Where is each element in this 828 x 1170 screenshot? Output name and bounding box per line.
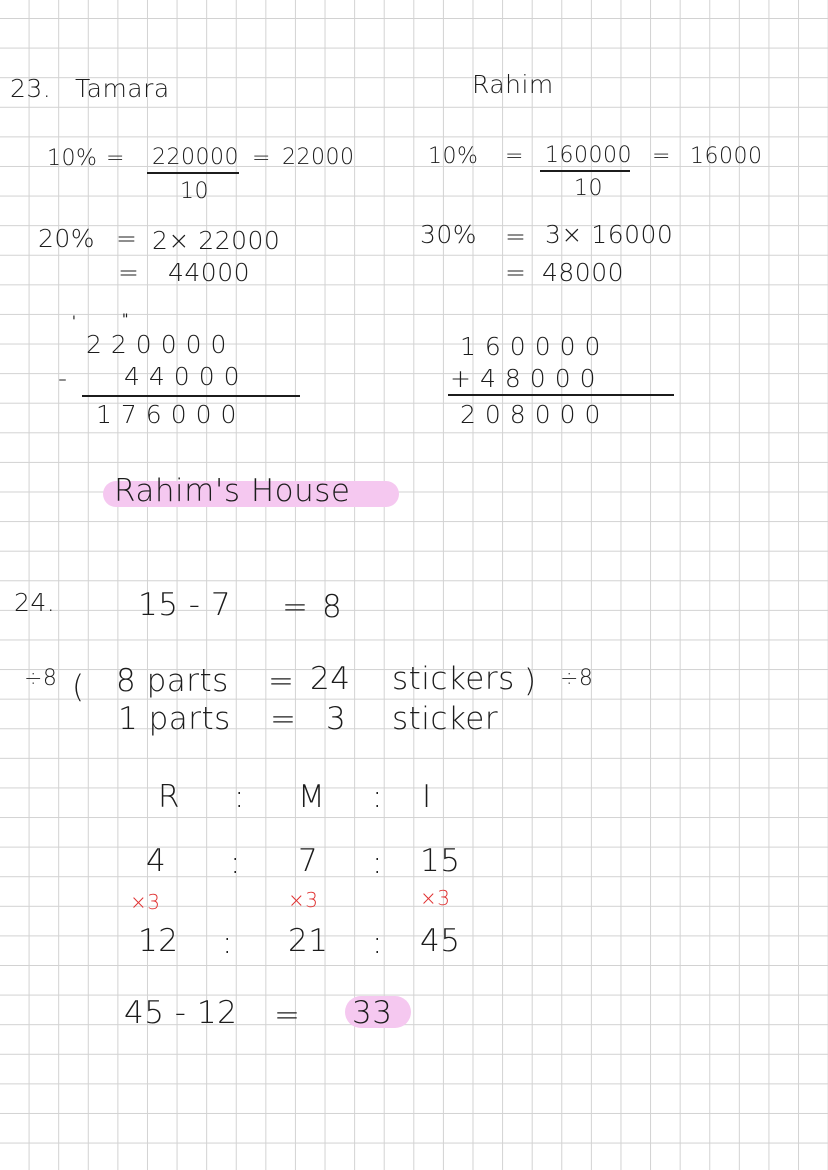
question-23-number: 23. (10, 74, 52, 103)
question-24-number: 24. (14, 588, 56, 617)
ratio-colon: : (372, 925, 383, 961)
ratio-colon: : (234, 779, 245, 815)
equals-sign: = (268, 663, 295, 699)
tamara-fraction-bar (147, 172, 239, 174)
equals-sign: = (505, 144, 524, 169)
eight-parts-value: 24 (310, 661, 351, 697)
ratio-row2-i: 45 (420, 923, 461, 959)
carry-mark: " (122, 312, 129, 328)
minus-sign: - (58, 364, 68, 393)
tamara-fraction-denominator: 10 (180, 179, 209, 204)
equals-sign: = (652, 144, 671, 169)
one-part-label: 1 parts (118, 701, 231, 737)
equals-sign: = (270, 701, 297, 737)
divide-by-8-right: ÷8 (560, 666, 594, 691)
multiplier-i: ×3 (420, 886, 451, 910)
equals-sign: = (252, 146, 271, 171)
ratio-row2-m: 21 (288, 923, 329, 959)
eight-parts-unit: stickers (392, 661, 515, 697)
tamara-fraction-numerator: 220000 (152, 145, 239, 170)
rahim-30-percent-expression: 3× 16000 (545, 220, 674, 249)
rahim-10-percent-result: 16000 (690, 144, 763, 169)
rahim-heading: Rahim (472, 70, 554, 99)
tamara-heading: Tamara (75, 74, 170, 103)
ratio-header-m: M (298, 779, 326, 815)
rahim-addition-line (448, 394, 674, 396)
q23-answer: Rahim's House (114, 473, 351, 509)
tamara-subtraction-subtrahend: 44000 (124, 362, 249, 391)
tamara-subtraction-minuend: 220000 (86, 330, 236, 359)
equals-sign: = (505, 258, 527, 287)
eight-parts-label: 8 parts (116, 663, 229, 699)
right-brace: ) (524, 663, 537, 699)
tamara-20-percent-expression: 2× 22000 (152, 226, 281, 255)
rahim-30-percent-result: 48000 (542, 258, 625, 287)
equals-sign: = (116, 224, 138, 253)
left-brace: ( (72, 669, 85, 705)
final-answer: 33 (352, 995, 393, 1031)
ratio-colon: : (230, 845, 241, 881)
tamara-subtraction-line (82, 395, 300, 397)
rahim-addition-top: 160000 (460, 332, 610, 361)
ratio-colon: : (222, 925, 233, 961)
one-part-unit: sticker (392, 701, 499, 737)
tamara-subtraction-result: 176000 (96, 400, 246, 429)
tamara-10-percent-result: 22000 (282, 145, 355, 170)
difference-expression: 15 - 7 (138, 587, 232, 623)
ratio-row2-r: 12 (138, 923, 179, 959)
ratio-row1-i: 15 (420, 843, 461, 879)
equals-sign: = (282, 589, 309, 625)
tamara-20-percent-label: 20% (38, 224, 96, 253)
ratio-colon: : (372, 779, 383, 815)
equals-sign: = (505, 222, 527, 251)
multiplier-m: ×3 (288, 888, 319, 912)
plus-sign: + (450, 364, 472, 393)
ratio-header-r: R (158, 779, 181, 815)
rahim-fraction-denominator: 10 (574, 176, 603, 201)
equals-sign: = (106, 146, 125, 171)
carry-mark: ' (72, 314, 76, 330)
ratio-header-i: I (422, 779, 432, 815)
one-part-value: 3 (326, 701, 347, 737)
multiplier-r: ×3 (130, 890, 161, 914)
final-expression: 45 - 12 (124, 995, 238, 1031)
final-equals: = (274, 997, 301, 1033)
rahim-10-percent-label: 10% (428, 144, 479, 169)
ratio-colon: : (372, 845, 383, 881)
tamara-20-percent-result: 44000 (168, 258, 251, 287)
tamara-10-percent-label: 10% (47, 146, 98, 171)
equals-sign: = (118, 258, 140, 287)
rahim-30-percent-label: 30% (420, 220, 478, 249)
difference-result: 8 (322, 589, 343, 625)
rahim-fraction-bar (540, 170, 630, 172)
ratio-row1-m: 7 (298, 843, 319, 879)
divide-by-8-left: ÷8 (24, 666, 58, 691)
ratio-row1-r: 4 (146, 843, 167, 879)
rahim-addition-addend: 48000 (480, 364, 605, 393)
rahim-addition-result: 208000 (460, 400, 610, 429)
rahim-fraction-numerator: 160000 (545, 143, 632, 168)
